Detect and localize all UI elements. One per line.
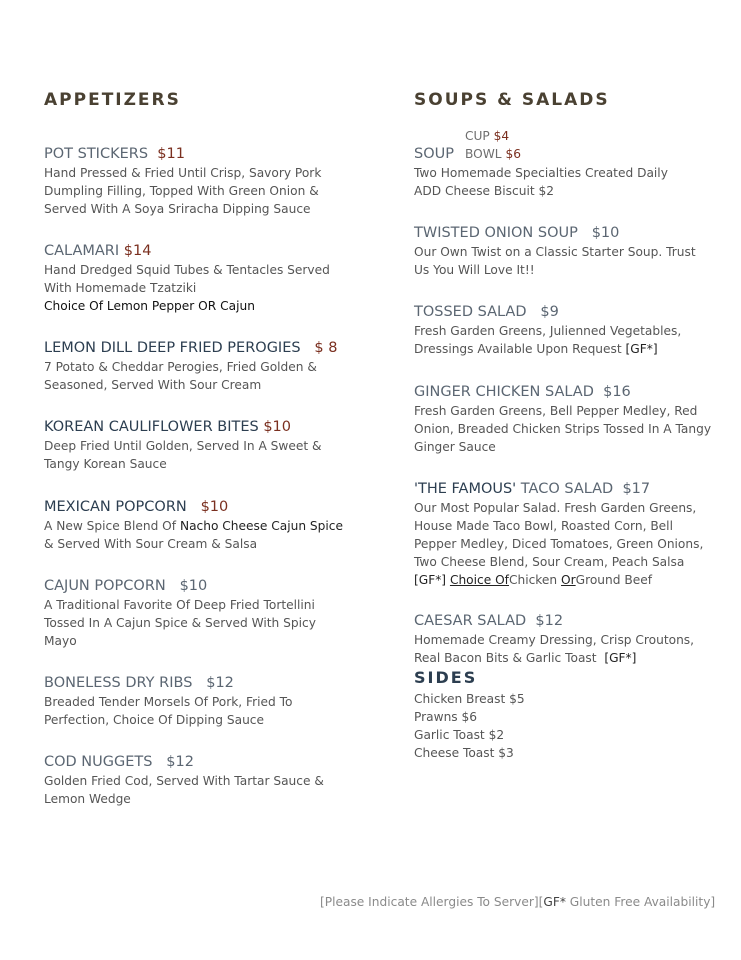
item-price: $17 — [622, 481, 651, 497]
menu-item-ginger-salad — [414, 382, 714, 456]
allergy-footer: [Please Indicate Allergies To Server][GF* Gluten Free Availability] — [320, 895, 716, 909]
menu-item-calamari — [44, 241, 344, 315]
item-name: TACO SALAD — [520, 481, 614, 497]
item-price: $11 — [157, 146, 185, 162]
item-title — [414, 382, 714, 402]
menu-item-taco-salad — [414, 479, 714, 589]
item-name: KOREAN CAULIFLOWER BITES — [44, 419, 259, 435]
item-description: Hand Dredged Squid Tubes & Tentacles Served With Homemade Tzatziki — [44, 263, 330, 295]
menu-item-cauliflower — [44, 417, 344, 473]
menu-item-caesar — [414, 611, 714, 667]
item-name: CAJUN POPCORN — [44, 578, 166, 594]
appetizers-heading: APPETIZERS — [44, 90, 181, 110]
item-title — [414, 223, 714, 243]
desc-highlight: Nacho Cheese Cajun Spice — [179, 519, 343, 533]
item-description: Golden Fried Cod, Served With Tartar Sauce & Lemon Wedge — [44, 774, 324, 806]
item-price: $10 — [179, 578, 208, 594]
item-description: Fresh Garden Greens, Julienned Vegetables, Dressings Available Upon Request [GF*] — [414, 324, 682, 356]
item-name-prefix: 'THE FAMOUS' — [414, 481, 517, 497]
item-choice: Choice Of Lemon Pepper OR Cajun — [44, 299, 255, 313]
gf-badge: [GF*] — [625, 342, 658, 356]
item-title — [414, 479, 714, 499]
item-description: Our Own Twist on a Classic Starter Soup. Trust Us You Will Love It!! — [414, 245, 696, 277]
gf-label: GF* — [543, 895, 566, 909]
item-name: MEXICAN POPCORN — [44, 499, 187, 515]
desc-part: & Served With Sour Cream & Salsa — [44, 537, 258, 551]
side-item: Garlic Toast $2 — [414, 728, 505, 742]
item-price: $12 — [166, 754, 194, 770]
soup-bowl: BOWL $6 — [465, 147, 521, 161]
soups-salads-heading: SOUPS & SALADS — [414, 90, 610, 110]
side-item: Prawns $6 — [414, 710, 478, 724]
item-description — [44, 517, 344, 553]
item-description: Homemade Creamy Dressing, Crisp Croutons, Real Bacon Bits & Garlic Toast [GF*] — [414, 633, 695, 665]
gf-badge: [GF*] — [414, 573, 447, 587]
item-description: Two Homemade Specialties Created Daily — [414, 166, 668, 180]
item-title — [44, 497, 344, 517]
menu-item-dry-ribs — [44, 673, 344, 729]
item-title — [44, 576, 344, 596]
item-name: POT STICKERS — [44, 146, 149, 162]
item-price: $10 — [591, 225, 620, 241]
item-price: $10 — [200, 499, 229, 515]
item-title — [44, 673, 344, 693]
item-name: TOSSED SALAD — [414, 304, 527, 320]
item-description: Breaded Tender Morsels Of Pork, Fried To Perfection, Choice Of Dipping Sauce — [44, 695, 293, 727]
choice-of: Choice Of — [449, 573, 509, 587]
item-price: $ 8 — [314, 340, 338, 356]
option-chicken: Chicken — [508, 573, 558, 587]
desc-part: A New Spice Blend Of — [44, 519, 177, 533]
item-title: SOUP — [414, 146, 454, 162]
item-title — [414, 611, 714, 631]
item-price: $16 — [603, 384, 631, 400]
menu-item-pot-stickers — [44, 144, 344, 218]
soup-cup: CUP $4 — [465, 129, 510, 143]
side-item: Cheese Toast $3 — [414, 746, 514, 760]
item-price: $14 — [123, 243, 152, 259]
item-title — [44, 417, 344, 437]
item-name: GINGER CHICKEN SALAD — [414, 384, 594, 400]
menu-item-tossed-salad — [414, 302, 714, 358]
option-beef: Ground Beef — [575, 573, 652, 587]
side-item: Chicken Breast $5 — [414, 692, 525, 706]
item-price: $10 — [263, 419, 291, 435]
item-name: BONELESS DRY RIBS — [44, 675, 193, 691]
item-name: LEMON DILL DEEP FRIED PEROGIES — [44, 340, 301, 356]
item-price: $12 — [206, 675, 234, 691]
item-name: CALAMARI — [44, 243, 120, 259]
item-price: $12 — [535, 613, 564, 629]
item-name: TWISTED ONION SOUP — [414, 225, 578, 241]
item-addon: ADD Cheese Biscuit $2 — [414, 184, 555, 198]
option-or: Or — [561, 573, 576, 587]
item-title — [44, 752, 344, 772]
item-name: CAESAR SALAD — [414, 613, 527, 629]
menu-item-perogies — [44, 338, 344, 394]
item-title — [44, 338, 344, 358]
item-description: 7 Potato & Cheddar Perogies, Fried Golden & Seasoned, Served With Sour Cream — [44, 360, 317, 392]
menu-item-cajun-popcorn — [44, 576, 344, 650]
menu-item-mexican-popcorn — [44, 497, 344, 553]
item-description: Fresh Garden Greens, Bell Pepper Medley, Red Onion, Breaded Chicken Strips Tossed In A Tangy Ginger Sauce — [414, 404, 712, 454]
menu-item-cod-nuggets — [44, 752, 344, 808]
item-price: $9 — [540, 304, 559, 320]
item-description: Our Most Popular Salad. Fresh Garden Greens, House Made Taco Bowl, Roasted Corn, Bell Pepper Medley, Diced Tomatoes, Green Onions, Two Cheese Blend, Sour Cream, Peach Salsa — [414, 501, 704, 569]
item-title — [44, 144, 344, 164]
item-description: Hand Pressed & Fried Until Crisp, Savory Pork Dumpling Filling, Topped With Green Onion & Served With A Soya Sriracha Dipping Sauce — [44, 166, 322, 216]
item-title — [414, 302, 714, 322]
item-title — [44, 241, 344, 261]
menu-item-onion-soup — [414, 223, 714, 279]
sides-list — [414, 690, 525, 762]
gf-badge: [GF*] — [604, 651, 637, 665]
menu-item-soup — [414, 144, 714, 200]
item-options — [414, 571, 714, 589]
item-name: COD NUGGETS — [44, 754, 153, 770]
sides-heading: SIDES — [414, 668, 478, 687]
item-description: A Traditional Favorite Of Deep Fried Tortellini Tossed In A Cajun Spice & Served With Spicy Mayo — [44, 598, 316, 648]
item-description: Deep Fried Until Golden, Served In A Sweet & Tangy Korean Sauce — [44, 439, 322, 471]
